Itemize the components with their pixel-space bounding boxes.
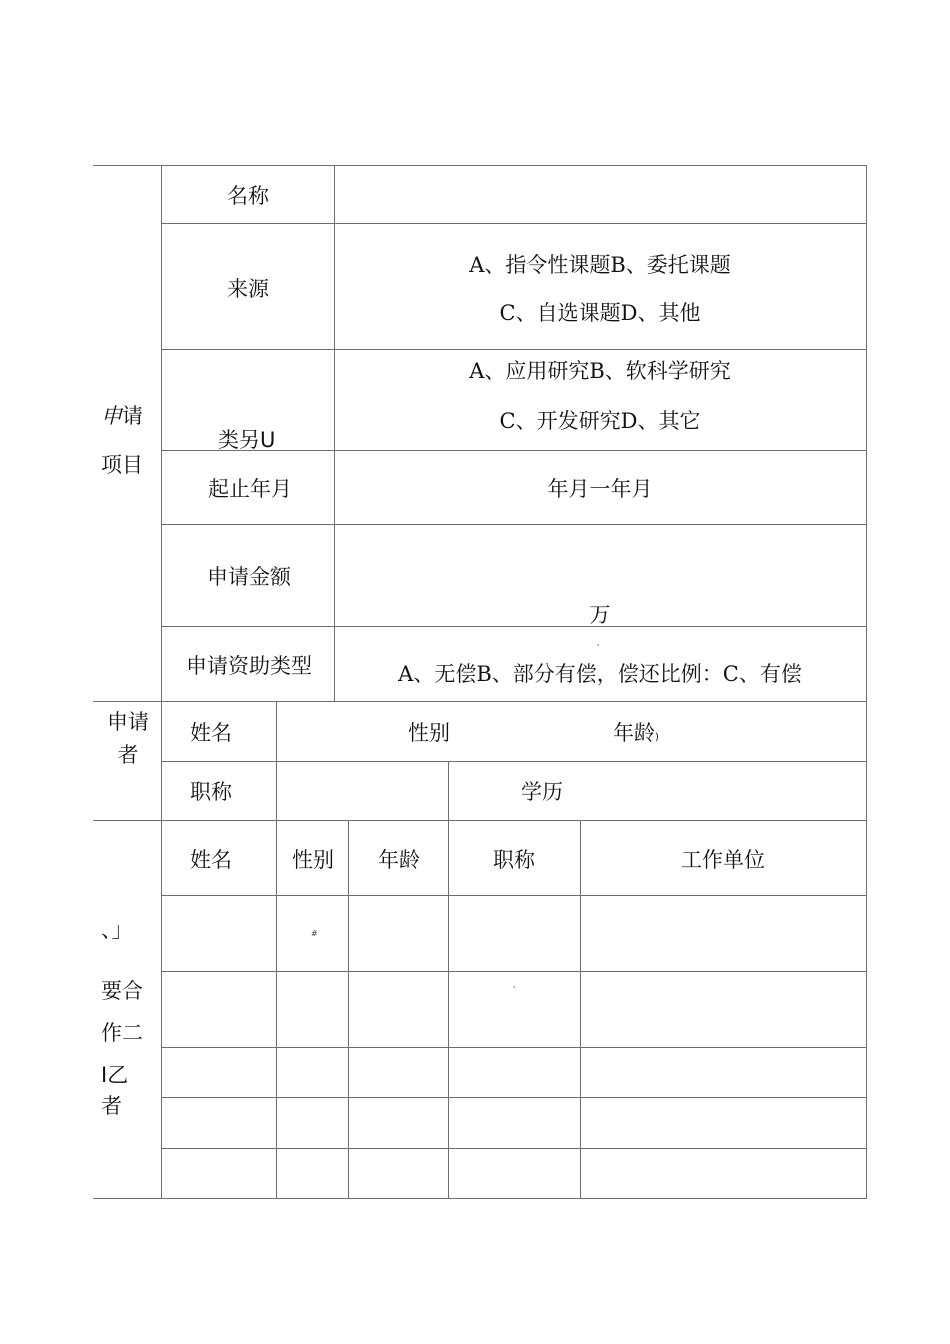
column-divider (580, 820, 581, 1199)
funding-type-label: 申请资助类型 (186, 654, 312, 678)
column-divider (348, 820, 349, 1199)
section-divider (93, 701, 867, 702)
funding-mark: ' (597, 643, 600, 652)
applicant-gender-label: 性别 (408, 721, 450, 745)
table-bottom-border (93, 1198, 867, 1199)
applicant-age-text: 年龄 (613, 721, 655, 745)
row-divider (161, 971, 867, 972)
row-divider (161, 1148, 867, 1149)
category-options-line2: C、开发研究D、其它 (499, 409, 701, 433)
name-label: 名称 (227, 184, 269, 208)
header-age: 年龄 (378, 848, 420, 872)
amount-label: 申请金额 (207, 565, 291, 589)
row-divider (161, 349, 867, 350)
project-section-label-rest: 请 (122, 404, 143, 428)
collaborators-section-label-line1: 要合 (101, 979, 143, 1003)
table-right-border (866, 165, 867, 1199)
project-section-label-2: 项目 (101, 453, 143, 477)
column-divider (448, 820, 449, 1199)
applicant-section-label-line1: 申请 (107, 710, 149, 734)
period-value: 年月一年月 (547, 477, 653, 501)
category-options-line1: A、应用研究B、软科学研究 (469, 359, 731, 383)
column-divider (161, 165, 162, 1199)
source-label: 来源 (227, 277, 269, 301)
header-name: 姓名 (190, 848, 232, 872)
collaborators-section-label-line2: 作二 (101, 1021, 143, 1045)
collaborators-section-mark: 、」 (101, 918, 133, 942)
row-divider (161, 761, 867, 762)
section-divider (93, 820, 867, 821)
applicant-title-label: 职称 (190, 780, 232, 804)
applicant-section-label-line2: 者 (117, 743, 139, 767)
header-work-unit: 工作单位 (681, 848, 765, 872)
funding-type-options: A、无偿B、部分有偿，偿还比例：C、有偿 (398, 662, 802, 686)
header-title: 职称 (493, 848, 535, 872)
column-divider (448, 761, 449, 821)
column-divider (276, 820, 277, 1199)
header-gender: 性别 (292, 848, 334, 872)
row-divider (161, 626, 867, 627)
column-divider (276, 701, 277, 821)
applicant-education-label: 学历 (521, 780, 563, 804)
applicant-age-mark: ) (655, 732, 659, 743)
period-label: 起止年月 (208, 477, 292, 501)
row-divider (161, 1047, 867, 1048)
category-label: 类另U (218, 428, 276, 452)
row2-mark: ' (513, 985, 516, 994)
row-divider (161, 895, 867, 896)
row-divider (161, 1097, 867, 1098)
collaborators-section-label-line4: 者 (101, 1094, 122, 1118)
project-section-glyph: 申 (101, 404, 122, 428)
applicant-age-label (613, 720, 659, 751)
applicant-name-label: 姓名 (190, 721, 232, 745)
table-top-border (93, 165, 867, 166)
column-divider (334, 165, 335, 702)
project-section-label (101, 403, 143, 429)
row-divider (161, 524, 867, 525)
source-options-line2: C、自选课题D、其他 (499, 301, 701, 325)
source-options-line1: A、指令性课题B、委托课题 (469, 253, 731, 277)
amount-unit: 万 (589, 603, 611, 627)
row-divider (161, 223, 867, 224)
collaborators-section-label-line3: I乙 (101, 1063, 129, 1087)
row1-mark: # (311, 929, 318, 938)
